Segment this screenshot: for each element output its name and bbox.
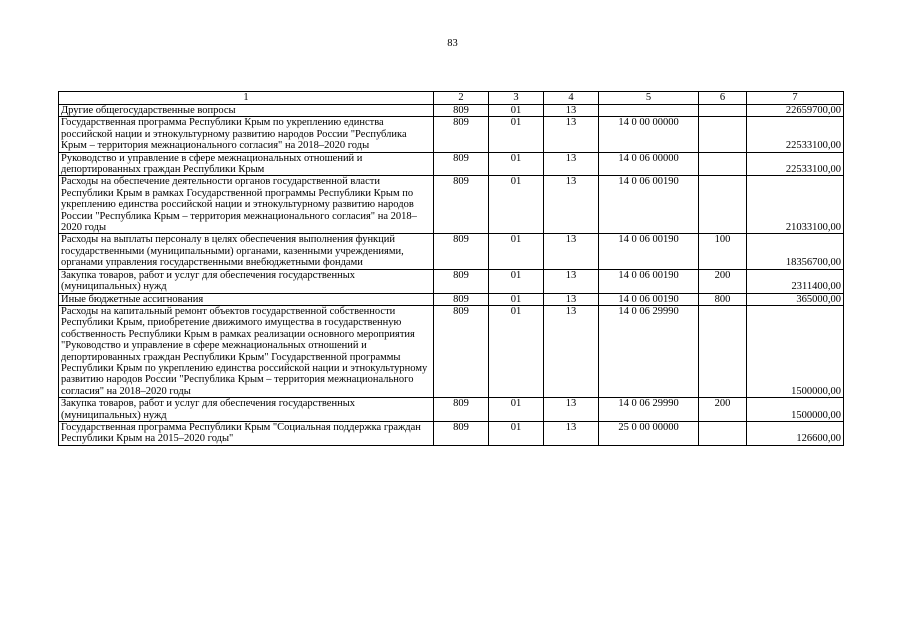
table-row — [59, 421, 844, 445]
department-code-cell: 809 — [434, 305, 489, 397]
column-number-cell: 2 — [434, 92, 489, 105]
page-number: 83 — [447, 38, 458, 49]
department-code-cell: 809 — [434, 398, 489, 422]
column-number-row — [59, 92, 844, 105]
amount-cell: 22533100,00 — [747, 152, 844, 176]
subsection-code-cell: 13 — [544, 152, 599, 176]
department-code-cell: 809 — [434, 105, 489, 117]
section-code-cell: 01 — [489, 305, 544, 397]
department-code-cell: 809 — [434, 269, 489, 293]
target-article-cell: 14 0 00 00000 — [599, 117, 699, 152]
column-number-cell: 1 — [59, 92, 434, 105]
expense-type-cell: 200 — [699, 269, 747, 293]
amount-cell: 21033100,00 — [747, 176, 844, 234]
amount-cell: 1500000,00 — [747, 398, 844, 422]
expense-name-cell: Государственная программа Республики Крым "Социальная поддержка граждан Республики Крым на 2015–2020 годы" — [59, 421, 434, 445]
expense-type-cell: 800 — [699, 293, 747, 305]
subsection-code-cell: 13 — [544, 269, 599, 293]
column-number-cell: 4 — [544, 92, 599, 105]
subsection-code-cell: 13 — [544, 234, 599, 269]
budget-table — [58, 91, 844, 446]
subsection-code-cell: 13 — [544, 421, 599, 445]
column-number-cell: 3 — [489, 92, 544, 105]
expense-type-cell — [699, 176, 747, 234]
target-article-cell: 14 0 06 00190 — [599, 293, 699, 305]
section-code-cell: 01 — [489, 398, 544, 422]
expense-type-cell — [699, 117, 747, 152]
section-code-cell: 01 — [489, 269, 544, 293]
amount-cell: 126600,00 — [747, 421, 844, 445]
department-code-cell: 809 — [434, 176, 489, 234]
expense-name-cell: Закупка товаров, работ и услуг для обеспечения государственных (муниципальных) нужд — [59, 398, 434, 422]
department-code-cell: 809 — [434, 421, 489, 445]
department-code-cell: 809 — [434, 234, 489, 269]
target-article-cell: 14 0 06 29990 — [599, 398, 699, 422]
expense-name-cell: Государственная программа Республики Крым по укреплению единства российской нации и этнокультурному развитию народов России "Республика Крым – территория межнационального согласия" на 2018–2020 годы — [59, 117, 434, 152]
table-row — [59, 269, 844, 293]
table-row — [59, 105, 844, 117]
subsection-code-cell: 13 — [544, 398, 599, 422]
section-code-cell: 01 — [489, 234, 544, 269]
amount-cell: 22533100,00 — [747, 117, 844, 152]
section-code-cell: 01 — [489, 176, 544, 234]
target-article-cell: 14 0 06 00190 — [599, 176, 699, 234]
section-code-cell: 01 — [489, 105, 544, 117]
section-code-cell: 01 — [489, 293, 544, 305]
column-number-cell: 6 — [699, 92, 747, 105]
table-row — [59, 293, 844, 305]
column-number-cell: 7 — [747, 92, 844, 105]
expense-type-cell — [699, 305, 747, 397]
subsection-code-cell: 13 — [544, 117, 599, 152]
section-code-cell: 01 — [489, 421, 544, 445]
department-code-cell: 809 — [434, 293, 489, 305]
expense-name-cell: Руководство и управление в сфере межнациональных отношений и депортированных граждан Республики Крым — [59, 152, 434, 176]
table-row — [59, 152, 844, 176]
section-code-cell: 01 — [489, 152, 544, 176]
column-number-cell: 5 — [599, 92, 699, 105]
amount-cell: 18356700,00 — [747, 234, 844, 269]
expense-name-cell: Расходы на обеспечение деятельности органов государственной власти Республики Крым в рамках Государственной программы Республики Крым по укреплению единства российской нации и этнокультурному развитию народов России "Республика Крым – территория межнационального согласия" на 2018–2020 годы — [59, 176, 434, 234]
table-row — [59, 398, 844, 422]
table-row — [59, 305, 844, 397]
table-row — [59, 234, 844, 269]
amount-cell: 1500000,00 — [747, 305, 844, 397]
target-article-cell: 14 0 06 00190 — [599, 234, 699, 269]
target-article-cell: 25 0 00 00000 — [599, 421, 699, 445]
expense-type-cell: 200 — [699, 398, 747, 422]
department-code-cell: 809 — [434, 152, 489, 176]
target-article-cell: 14 0 06 29990 — [599, 305, 699, 397]
expense-name-cell: Расходы на капитальный ремонт объектов государственной собственности Республики Крым, приобретение движимого имущества в государственную собственность Республики Крым в рамках реализации основного мероприятия "Руководство и управление в сфере межнациональных отношений и депортированных граждан Республики Крым" Государственной программы Республики Крым по укреплению единства российской нации и этнокультурному развитию народов России "Республика Крым – территория межнационального согласия" на 2018–2020 годы — [59, 305, 434, 397]
expense-type-cell — [699, 152, 747, 176]
department-code-cell: 809 — [434, 117, 489, 152]
section-code-cell: 01 — [489, 117, 544, 152]
target-article-cell: 14 0 06 00000 — [599, 152, 699, 176]
amount-cell: 365000,00 — [747, 293, 844, 305]
expense-type-cell: 100 — [699, 234, 747, 269]
expense-type-cell — [699, 105, 747, 117]
amount-cell: 2311400,00 — [747, 269, 844, 293]
expense-name-cell: Иные бюджетные ассигнования — [59, 293, 434, 305]
amount-cell: 22659700,00 — [747, 105, 844, 117]
table-row — [59, 117, 844, 152]
expense-name-cell: Другие общегосударственные вопросы — [59, 105, 434, 117]
expense-name-cell: Закупка товаров, работ и услуг для обеспечения государственных (муниципальных) нужд — [59, 269, 434, 293]
subsection-code-cell: 13 — [544, 293, 599, 305]
subsection-code-cell: 13 — [544, 105, 599, 117]
table-row — [59, 176, 844, 234]
expense-type-cell — [699, 421, 747, 445]
subsection-code-cell: 13 — [544, 305, 599, 397]
subsection-code-cell: 13 — [544, 176, 599, 234]
target-article-cell — [599, 105, 699, 117]
expense-name-cell: Расходы на выплаты персоналу в целях обеспечения выполнения функций государственными (муниципальными) органами, казенными учреждениями, органами управления государственными внебюджетными фондами — [59, 234, 434, 269]
target-article-cell: 14 0 06 00190 — [599, 269, 699, 293]
